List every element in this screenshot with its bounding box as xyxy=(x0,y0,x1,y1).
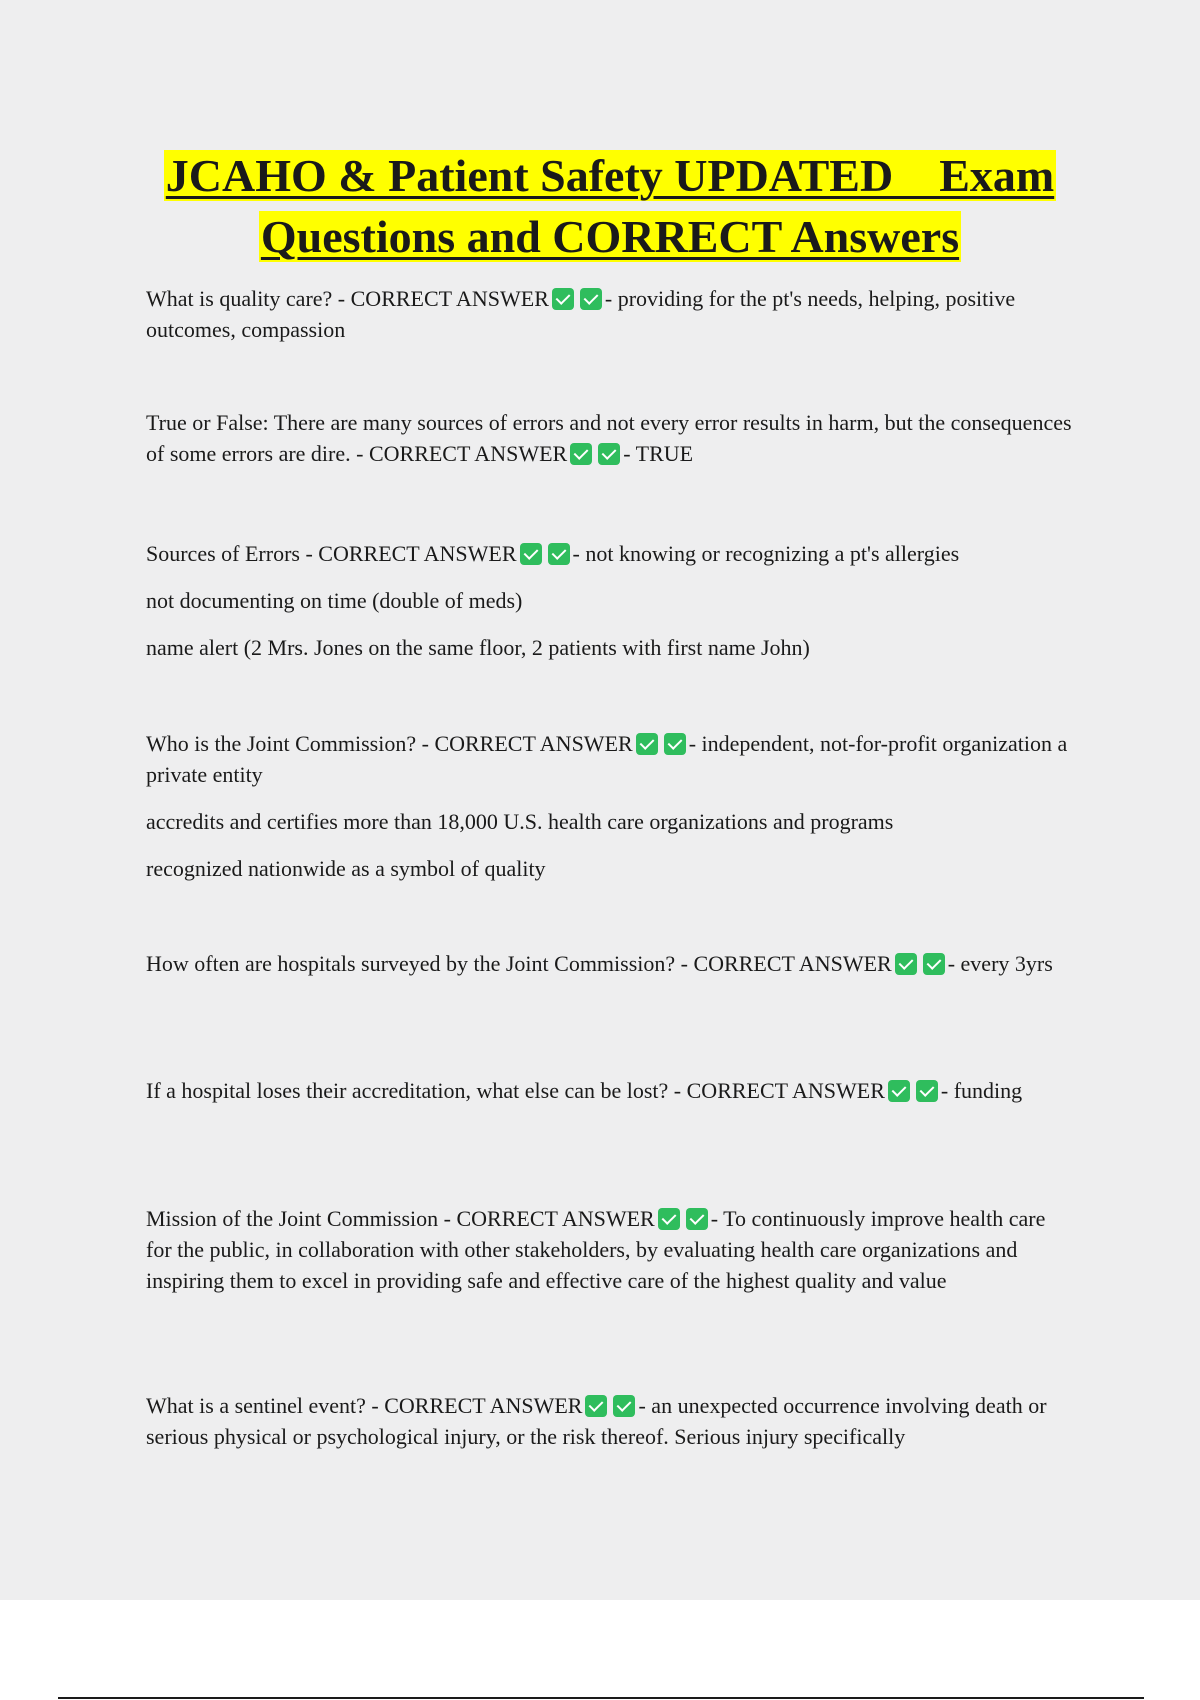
qa-item xyxy=(146,283,1076,345)
qa-answer: - not knowing or recognizing a pt's allergies xyxy=(572,541,960,566)
qa-first-line xyxy=(146,1075,1076,1106)
check-icon xyxy=(664,733,686,755)
check-icon xyxy=(520,543,542,565)
check-icon xyxy=(636,733,658,755)
qa-first-line xyxy=(146,948,1076,979)
qa-first-line xyxy=(146,1203,1076,1296)
qa-item xyxy=(146,1203,1076,1296)
check-icon xyxy=(548,543,570,565)
qa-first-line xyxy=(146,538,1076,569)
qa-question: How often are hospitals surveyed by the Joint Commission? - CORRECT ANSWER xyxy=(146,951,892,976)
qa-extra-line: recognized nationwide as a symbol of quality xyxy=(146,856,546,881)
qa-answer: - TRUE xyxy=(623,441,694,466)
check-icon xyxy=(552,288,574,310)
check-icon xyxy=(923,953,945,975)
qa-answer: - an unexpected occurrence involving death or serious physical or psychological injury, or the risk thereof. Serious injury specifically xyxy=(146,1393,1047,1449)
qa-question: If a hospital loses their accreditation, what else can be lost? - CORRECT ANSWER xyxy=(146,1078,885,1103)
qa-first-line xyxy=(146,283,1076,345)
qa-item xyxy=(146,1390,1076,1452)
qa-extra-line: accredits and certifies more than 18,000 U.S. health care organizations and programs xyxy=(146,809,894,834)
qa-extra-line: not documenting on time (double of meds) xyxy=(146,588,523,613)
qa-question: What is quality care? - CORRECT ANSWER xyxy=(146,286,549,311)
title-line-1: JCAHO & Patient Safety UPDATED Exam xyxy=(165,150,1055,201)
qa-item xyxy=(146,407,1076,469)
check-icon xyxy=(585,1395,607,1417)
check-icon xyxy=(895,953,917,975)
check-icon xyxy=(598,443,620,465)
title-line-2: Questions and CORRECT Answers xyxy=(260,211,960,262)
qa-question: Mission of the Joint Commission - CORRECT ANSWER xyxy=(146,1206,655,1231)
qa-item xyxy=(146,948,1076,979)
qa-item xyxy=(146,538,1076,663)
qa-answer: - every 3yrs xyxy=(947,951,1053,976)
qa-answer: - To continuously improve health care for the public, in collaboration with other stakeholders, by evaluating health care organizations and inspiring them to excel in providing safe and effective care of the highest quality and value xyxy=(146,1206,1046,1293)
qa-item xyxy=(146,1075,1076,1106)
check-icon xyxy=(686,1208,708,1230)
check-icon xyxy=(580,288,602,310)
check-icon xyxy=(658,1208,680,1230)
qa-first-line xyxy=(146,1390,1076,1452)
qa-question: True or False: There are many sources of errors and not every error results in harm, but the consequences of some errors are dire. - CORRECT ANSWER xyxy=(146,410,1072,466)
check-icon xyxy=(613,1395,635,1417)
qa-question: Sources of Errors - CORRECT ANSWER xyxy=(146,541,517,566)
check-icon xyxy=(888,1080,910,1102)
qa-first-line xyxy=(146,728,1076,790)
footer-divider xyxy=(58,1697,1144,1699)
document-title xyxy=(130,145,1090,267)
qa-item xyxy=(146,728,1076,884)
qa-question: What is a sentinel event? - CORRECT ANSWER xyxy=(146,1393,583,1418)
qa-extra-line: name alert (2 Mrs. Jones on the same floor, 2 patients with first name John) xyxy=(146,635,810,660)
check-icon xyxy=(916,1080,938,1102)
qa-answer: - providing for the pt's needs, helping, positive outcomes, compassion xyxy=(146,286,1016,342)
qa-answer: - independent, not-for-profit organization a private entity xyxy=(146,731,1068,787)
check-icon xyxy=(570,443,592,465)
qa-question: Who is the Joint Commission? - CORRECT ANSWER xyxy=(146,731,633,756)
qa-answer: - funding xyxy=(940,1078,1023,1103)
qa-first-line xyxy=(146,407,1076,469)
